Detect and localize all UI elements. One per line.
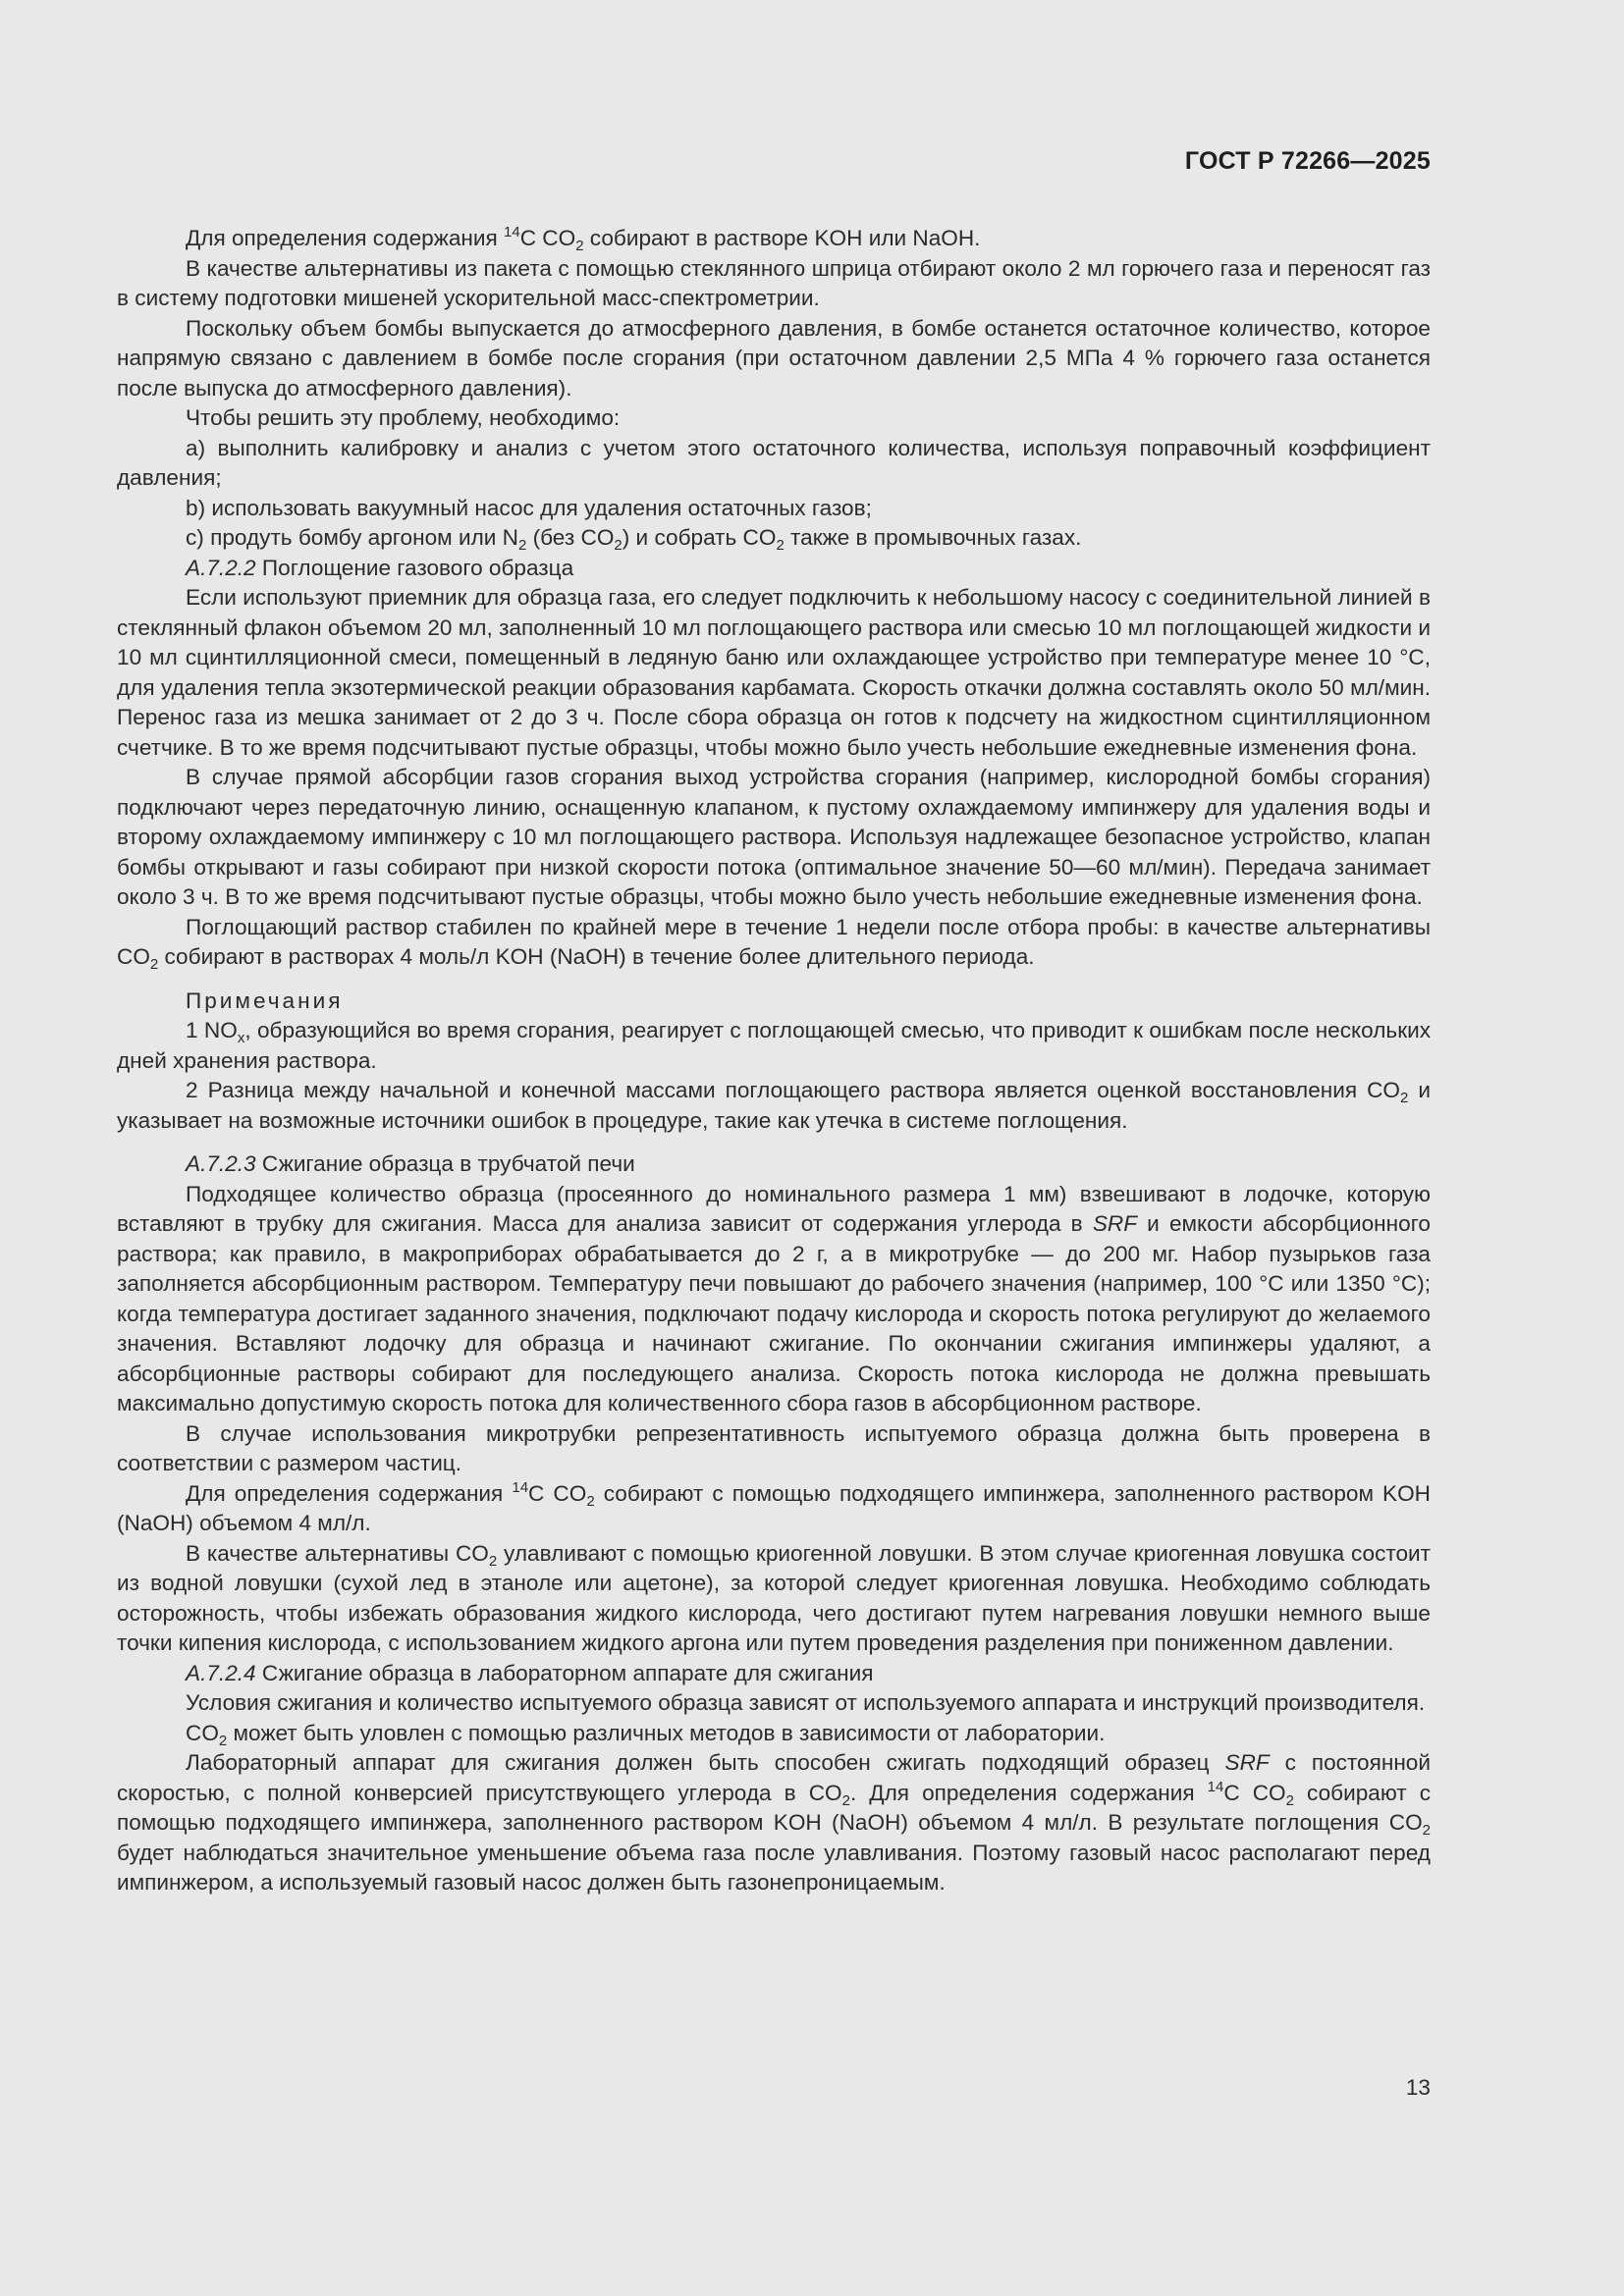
para-tube-furnace: Подходящее количество образца (просеянного до номинального размера 1 мм) взвешивают в лодочке, которую вставляют в трубку для сжигания. Масса для анализа зависит от содержания углерода в SRF и емкости абсорбционного раствора; как правило, в макроприборах обрабатывается до 2 г, а в микротрубке — до 200 мг. Набор пузырьков газа заполняется абсорбционным раствором. Температуру печи повышают до рабочего значения (например, 100 °C или 1350 °C); когда температура достигает заданного значения, подключают подачу кислорода и скорость потока регулируют до желаемого значения. Вставляют лодочку для образца и начинают сжигание. По окончании сжигания импинжеры удаляют, а абсорбционные растворы собирают для последующего анализа. Скорость потока кислорода не должна превышать максимально допустимую скорость потока для количественного сбора газов в абсорбционном растворе. bbox=[117, 1181, 1432, 1415]
list-item-a: a) выполнить калибровку и анализ с учетом этого остаточного количества, используя поправочный коэффициент давления; bbox=[117, 435, 1431, 490]
para-combustion-conditions: Условия сжигания и количество испытуемого образца зависят от используемого аппарата и инструкций производителя. bbox=[186, 1690, 1426, 1715]
section-heading-a724: A.7.2.4 Сжигание образца в лабораторном аппарате для сжигания bbox=[186, 1660, 874, 1685]
list-item-c: c) продуть бомбу аргоном или $N_2$ (без $CO_2$) и собрать $CO_2$ также в промывочных газах. bbox=[186, 525, 1082, 554]
para-solution-intro: Чтобы решить эту проблему, необходимо: bbox=[186, 405, 621, 430]
note-2: 2 Разница между начальной и конечной массами поглощающего раствора является оценкой восстановления $CO_2$ и указывает на возможные источники ошибок в процедуре, такие как утечка в системе поглощения. bbox=[117, 1078, 1431, 1133]
para-lab-apparatus: Лабораторный аппарат для сжигания должен быть способен сжигать подходящий образец SRF с постоянной скоростью, с полной конверсией присутствующего углерода в $CO_2$. Для определения содержания $^{14}$C $CO_2$ собирают с помощью подходящего импинжера, заполненного раствором KOH (NaOH) объемом 4 мл/л. В результате поглощения $CO_2$ будет наблюдаться значительное уменьшение объема газа после улавливания. Поэтому газовый насос располагают перед импинжером, а используемый газовый насос должен быть газонепроницаемым. bbox=[117, 1750, 1432, 1895]
para-gas-receiver: Если используют приемник для образца газа, его следует подключить к небольшому насосу с соединительной линией в стеклянный флакон объемом 20 мл, заполненный 10 мл поглощающего раствора или смесью 10 мл поглощающей жидкости и 10 мл сцинтилляционной смеси, помещенный в ледяную баню или охлаждающее устройство при температуре менее 10 °C, для удаления тепла экзотермической реакции образования карбамата. Скорость откачки должна составлять около 50 мл/мин. Перенос газа из мешка занимает от 2 до 3 ч. После сбора образца он готов к подсчету на жидкостном сцинтилляционном счетчике. В то же время подсчитывают пустые образцы, чтобы можно было учесть небольшие ежедневные изменения фона. bbox=[117, 585, 1431, 760]
para-residual-quantity: Поскольку объем бомбы выпускается до атмосферного давления, в бомбе останется остаточное количество, которое напрямую связано с давлением в бомбе после сгорания (при остаточном давлении 2,5 МПа 4 % горючего газа останется после выпуска до атмосферного давления). bbox=[117, 315, 1431, 400]
page-number: 13 bbox=[1405, 2075, 1431, 2100]
section-heading-a722: A.7.2.2 Поглощение газового образца bbox=[186, 555, 574, 580]
standard-number-header: ГОСТ Р 72266—2025 bbox=[1184, 147, 1431, 175]
section-heading-a723: A.7.2.3 Сжигание образца в трубчатой печи bbox=[186, 1151, 635, 1176]
para-syringe-alternative: В качестве альтернативы из пакета с помощью стеклянного шприца отбирают около 2 мл горючего газа и переносят газ в систему подготовки мишеней ускорительной масс-спектрометрии. bbox=[117, 255, 1431, 310]
para-c14-impinger: Для определения содержания $^{14}$C $CO_2$ собирают с помощью подходящего импинжера, заполненного раствором KOH (NaOH) объемом 4 мл/л. bbox=[117, 1478, 1432, 1535]
para-microtube: В случае использования микротрубки репрезентативность испытуемого образца должна быть проверена в соответствии с размером частиц. bbox=[117, 1420, 1431, 1475]
para-cryogenic-trap: В качестве альтернативы $CO_2$ улавливают с помощью криогенной ловушки. В этом случае криогенная ловушка состоит из водной ловушки (сухой лед в этаноле или ацетоне), за которой следует криогенная ловушка. Необходимо соблюдать осторожность, чтобы избежать образования жидкого кислорода, чего достигают путем нагревания ловушки немного выше точки кипения кислорода, с использованием жидкого аргона или путем проведения разделения при пониженном давлении. bbox=[117, 1540, 1432, 1655]
list-item-b: b) использовать вакуумный насос для удаления остаточных газов; bbox=[186, 495, 872, 520]
para-solution-stability: Поглощающий раствор стабилен по крайней мере в течение 1 недели после отбора пробы: в качестве альтернативы $CO_2$ собирают в растворах 4 моль/л KOH (NaOH) в течение более длительного периода. bbox=[117, 914, 1431, 973]
document-body bbox=[117, 224, 1431, 1898]
para-co2-methods: $CO_2$ может быть уловлен с помощью различных методов в зависимости от лаборатории. bbox=[186, 1720, 1106, 1749]
para-c14-koh-naoh: Для определения содержания $^{14}$C $CO_2$ собирают в растворе KOH или NaOH. bbox=[186, 224, 981, 254]
note-1: 1 $NO_x$, образующийся во время сгорания, реагирует с поглощающей смесью, что приводит к ошибкам после нескольких дней хранения раствора. bbox=[117, 1018, 1431, 1073]
notes-title: Примечания bbox=[186, 988, 344, 1013]
para-direct-absorption: В случае прямой абсорбции газов сгорания выход устройства сгорания (например, кислородной бомбы сгорания) подключают через передаточную линию, оснащенную клапаном, к пустому охлаждаемому импинжеру для удаления воды и второму охлаждаемому импинжеру с 10 мл поглощающего раствора. Используя надлежащее безопасное устройство, клапан бомбы открывают и газы собирают при низкой скорости потока (оптимальное значение 50—60 мл/мин). Передача занимает около 3 ч. В то же время подсчитывают пустые образцы, чтобы можно было учесть небольшие ежедневные изменения фона. bbox=[117, 765, 1431, 909]
